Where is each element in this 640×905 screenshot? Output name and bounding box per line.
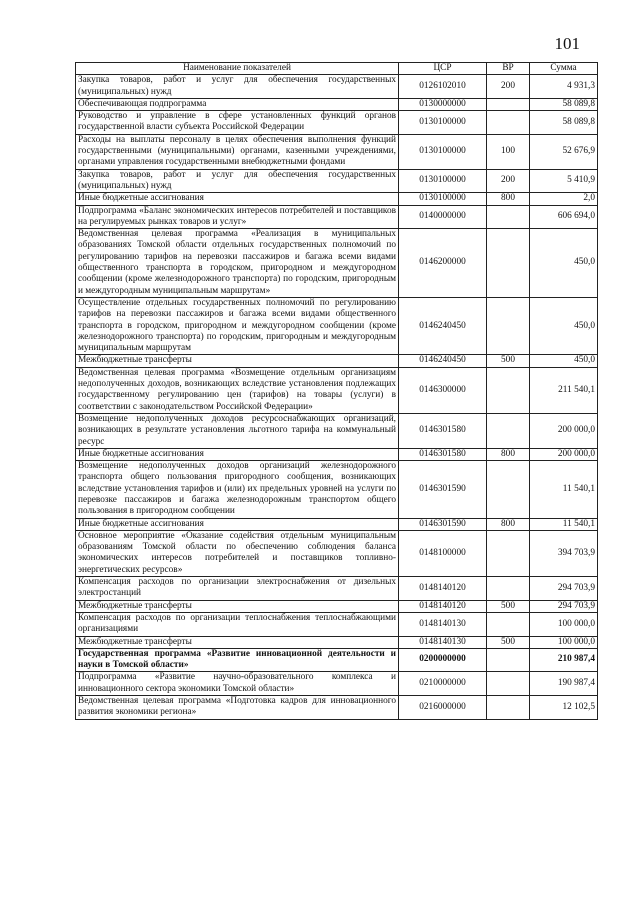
cell-vr: 800 [487,193,530,205]
cell-csr: 0130100000 [399,111,487,135]
cell-sum: 12 102,5 [530,696,598,720]
table-body [76,75,598,719]
cell-vr [487,461,530,518]
cell-csr: 0146301580 [399,448,487,460]
cell-vr: 800 [487,518,530,530]
cell-sum: 100 000,0 [530,612,598,636]
cell-vr: 500 [487,600,530,612]
cell-vr [487,530,530,576]
header-sum: Сумма [530,63,598,75]
page-number: 101 [554,34,580,53]
cell-name: Обеспечивающая подпрограмма [76,98,399,110]
cell-name: Иные бюджетные ассигнования [76,518,399,530]
cell-vr [487,612,530,636]
cell-sum: 58 089,8 [530,111,598,135]
cell-vr [487,229,530,298]
cell-vr: 500 [487,636,530,648]
cell-sum: 294 703,9 [530,577,598,601]
table-row [76,600,598,612]
cell-sum: 100 000,0 [530,636,598,648]
cell-sum: 190 987,4 [530,672,598,696]
cell-csr: 0130000000 [399,98,487,110]
cell-vr [487,577,530,601]
cell-sum: 450,0 [530,229,598,298]
cell-csr: 0216000000 [399,696,487,720]
cell-name: Возмещение недополученных доходов ресурсоснабжающих организаций, возникающих в результате установления льготного тарифа на коммунальный ресурс [76,413,399,448]
cell-sum: 5 410,9 [530,169,598,193]
cell-vr: 100 [487,134,530,169]
cell-name: Осуществление отдельных государственных полномочий по регулированию тарифов на перевозки пассажиров и багажа всеми видами общественного транспорта в городском, пригородном и междугородном сообщении (кроме железнодорожного транспорта) по городским, пригородным и междугородным муниципальным маршрутам [76,297,399,354]
cell-csr: 0146301580 [399,413,487,448]
cell-vr: 800 [487,448,530,460]
cell-vr [487,297,530,354]
table-row [76,413,598,448]
cell-csr: 0146200000 [399,229,487,298]
cell-name: Руководство и управление в сфере установленных функций органов государственной власти субъекта Российской Федерации [76,111,399,135]
cell-vr: 200 [487,169,530,193]
cell-name: Иные бюджетные ассигнования [76,448,399,460]
table-header-row [76,63,598,75]
cell-vr: 200 [487,75,530,99]
cell-csr: 0148140120 [399,577,487,601]
cell-vr [487,413,530,448]
table-row [76,696,598,720]
cell-csr: 0148140120 [399,600,487,612]
cell-vr: 500 [487,355,530,367]
cell-vr [487,111,530,135]
header-name: Наименование показателей [76,63,399,75]
table-row [76,518,598,530]
table-row [76,229,598,298]
cell-sum: 450,0 [530,297,598,354]
table-row [76,612,598,636]
table-row [76,75,598,99]
cell-sum: 211 540,1 [530,367,598,413]
cell-name: Межбюджетные трансферты [76,600,399,612]
cell-name: Возмещение недополученных доходов организаций железнодорожного транспорта общего пользования пригородного сообщения, возникающих вследствие установления тарифов и (или) их предельных уровней на услуги по перевозке пассажиров и багажа железнодорожным транспортом общего пользования в пригородном сообщении [76,461,399,518]
cell-vr [487,672,530,696]
table-row [76,134,598,169]
cell-sum: 606 694,0 [530,205,598,229]
cell-sum: 11 540,1 [530,461,598,518]
cell-name: Подпрограмма «Развитие научно-образовательного комплекса и инновационного сектора экономики Томской области» [76,672,399,696]
cell-csr: 0148100000 [399,530,487,576]
cell-csr: 0130100000 [399,193,487,205]
cell-name: Межбюджетные трансферты [76,355,399,367]
budget-table [75,62,598,720]
table-row [76,672,598,696]
cell-sum: 2,0 [530,193,598,205]
cell-vr [487,696,530,720]
cell-name: Основное мероприятие «Оказание содействия отдельным муниципальным образованиям Томской области по обеспечению соблюдения баланса экономических интересов потребителей и поставщиков топливно-энергетических ресурсов» [76,530,399,576]
cell-name: Закупка товаров, работ и услуг для обеспечения государственных (муниципальных) нужд [76,75,399,99]
header-vr: ВР [487,63,530,75]
cell-name: Компенсация расходов по организации электроснабжения от дизельных электростанций [76,577,399,601]
cell-csr: 0146240450 [399,297,487,354]
cell-sum: 394 703,9 [530,530,598,576]
cell-sum: 294 703,9 [530,600,598,612]
table-row [76,577,598,601]
cell-sum: 450,0 [530,355,598,367]
table-row [76,355,598,367]
table-row [76,111,598,135]
cell-name: Межбюджетные трансферты [76,636,399,648]
cell-csr: 0146240450 [399,355,487,367]
header-csr: ЦСР [399,63,487,75]
cell-sum: 58 089,8 [530,98,598,110]
cell-name: Расходы на выплаты персоналу в целях обеспечения выполнения функций государственными (муниципальными) органами, казенными учреждениями, органами управления государственными внебюджетными фондами [76,134,399,169]
cell-vr [487,648,530,672]
cell-csr: 0210000000 [399,672,487,696]
table-row [76,205,598,229]
cell-vr [487,367,530,413]
cell-vr [487,98,530,110]
cell-name: Подпрограмма «Баланс экономических интересов потребителей и поставщиков на регулируемых рынках товаров и услуг» [76,205,399,229]
cell-sum: 11 540,1 [530,518,598,530]
cell-name: Ведомственная целевая программа «Возмещение отдельным организациям недополученных доходов, возникающих вследствие установления подлежащих государственному регулированию цен (тарифов) на товары (услуги) в соответствии с законодательством Российской Федерации» [76,367,399,413]
cell-sum: 4 931,3 [530,75,598,99]
cell-sum: 210 987,4 [530,648,598,672]
cell-sum: 200 000,0 [530,413,598,448]
cell-csr: 0148140130 [399,612,487,636]
cell-csr: 0130100000 [399,134,487,169]
cell-csr: 0146301590 [399,518,487,530]
table-row [76,448,598,460]
cell-name: Государственная программа «Развитие инновационной деятельности и науки в Томской области» [76,648,399,672]
table-row [76,648,598,672]
cell-vr [487,205,530,229]
cell-csr: 0200000000 [399,648,487,672]
cell-sum: 52 676,9 [530,134,598,169]
cell-name: Закупка товаров, работ и услуг для обеспечения государственных (муниципальных) нужд [76,169,399,193]
cell-name: Иные бюджетные ассигнования [76,193,399,205]
cell-csr: 0146300000 [399,367,487,413]
table-row [76,297,598,354]
table-row [76,169,598,193]
cell-csr: 0126102010 [399,75,487,99]
cell-name: Ведомственная целевая программа «Подготовка кадров для инновационного развития экономики региона» [76,696,399,720]
cell-csr: 0146301590 [399,461,487,518]
cell-name: Ведомственная целевая программа «Реализация в муниципальных образованиях Томской области отдельных государственных полномочий по регулированию тарифов на перевозки пассажиров и багажа всеми видами общественного транспорта в городском, пригородном и междугородном сообщении (кроме железнодорожного транспорта) по городским, пригородным и междугородным муниципальным маршрутам» [76,229,399,298]
table-row [76,530,598,576]
cell-sum: 200 000,0 [530,448,598,460]
table-row [76,636,598,648]
table-row [76,98,598,110]
cell-name: Компенсация расходов по организации теплоснабжения теплоснабжающими организациями [76,612,399,636]
table-row [76,461,598,518]
cell-csr: 0140000000 [399,205,487,229]
table-row [76,193,598,205]
cell-csr: 0148140130 [399,636,487,648]
cell-csr: 0130100000 [399,169,487,193]
table-row [76,367,598,413]
